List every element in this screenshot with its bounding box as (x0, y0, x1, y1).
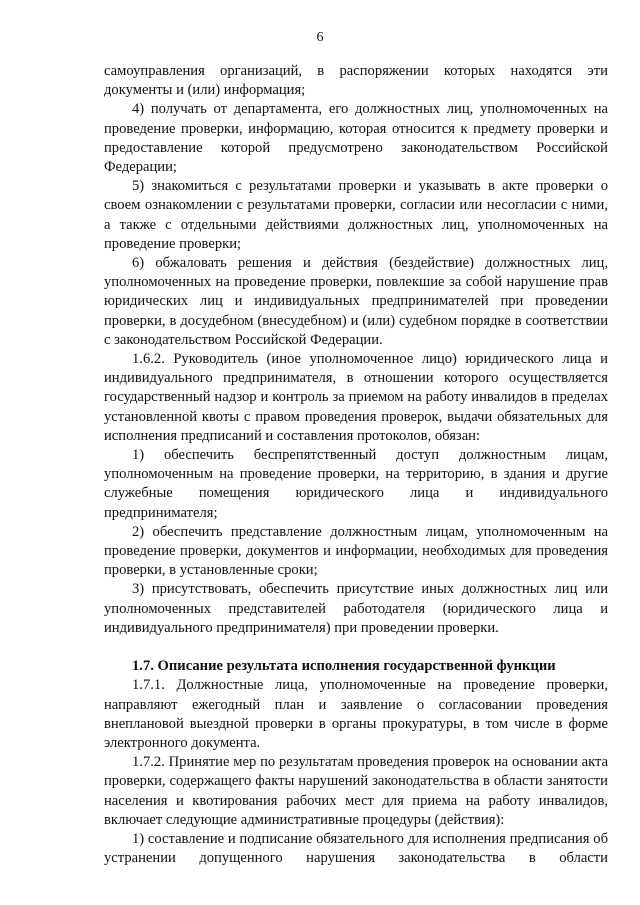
paragraph-1-6-2: 1.6.2. Руководитель (иное уполномоченное лицо) юридического лица и индивидуального предпринимателя, в отношении которого осуществляется государственный надзор и контроль за приемом на работу инвалидов в пределах установленной квоты с правом проведения проверок, выдачи обязательных для исполнения предписаний и составления протоколов, обязан: (104, 351, 608, 444)
section-heading-1-7: 1.7. Описание результата исполнения государственной функции (132, 658, 556, 675)
paragraph-duty-2: 2) обеспечить представление должностным лицам, уполномоченным на проведение проверки, документов и информации, необходимых для проведения проверки, в установленные сроки; (104, 523, 608, 579)
paragraph-procedure-1: 1) составление и подписание обязательного для исполнения предписания об устранении допущенного нарушения законодательства в области (104, 830, 608, 867)
paragraph-continuation: самоуправления организаций, в распоряжении которых находятся эти документы и (или) информация; (104, 63, 608, 99)
paragraph-duty-1: 1) обеспечить беспрепятственный доступ должностным лицам, уполномоченным на проведение проверки, на территорию, в здания и другие служебные помещения юридического лица и индивидуального предпринимателя; (104, 447, 608, 521)
paragraph-1-7-2: 1.7.2. Принятие мер по результатам проведения проверок на основании акта проверки, содержащего факты нарушений законодательства в области занятости населения и квотирования рабочих мест для приема на работу инвалидов, включает следующие административные процедуры (действия): (104, 754, 608, 828)
paragraph-item-6: 6) обжаловать решения и действия (бездействие) должностных лиц, уполномоченных на проведение проверки, повлекшие за собой нарушение прав юридических лиц и индивидуальных предпринимателей при проведении проверки, в досудебном (внесудебном) и (или) судебном порядке в соответствии с законодательством Российской Федерации. (104, 255, 608, 348)
document-body (104, 62, 608, 868)
paragraph-duty-3: 3) присутствовать, обеспечить присутствие иных должностных лиц или уполномоченных представителей работодателя (юридического лица и индивидуального предпринимателя) при проведении проверки. (104, 581, 608, 636)
paragraph-1-7-1: 1.7.1. Должностные лица, уполномоченные на проведение проверки, направляют ежегодный план и заявление о согласовании проведения внеплановой выездной проверки в органы прокуратуры, в том числе в форме электронного документа. (104, 677, 608, 751)
paragraph-item-5: 5) знакомиться с результатами проверки и указывать в акте проверки о своем ознакомлении с результатами проверки, согласии или несогласии с ними, а также с отдельными действиями должностных лиц, уполномоченных на проведение проверки; (104, 178, 608, 252)
paragraph-item-4: 4) получать от департамента, его должностных лиц, уполномоченных на проведение проверки, информацию, которая относится к предмету проверки и предоставление которой предусмотрено законодательством Российской Федерации; (104, 101, 608, 176)
page-number: 6 (316, 30, 324, 45)
